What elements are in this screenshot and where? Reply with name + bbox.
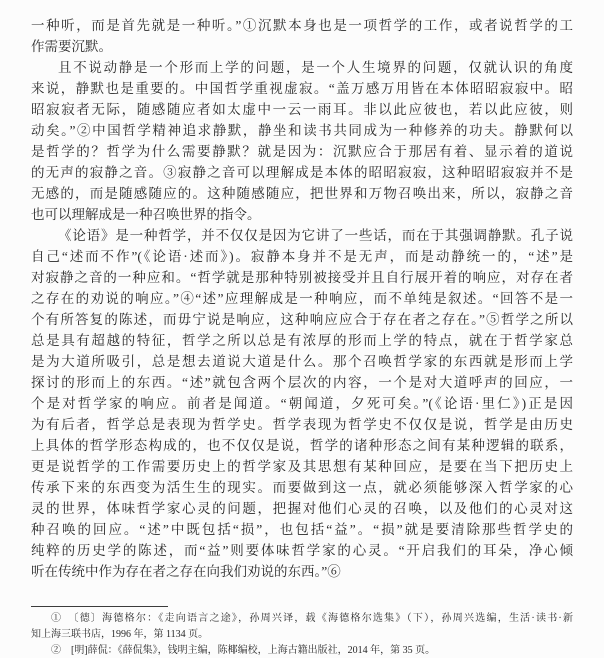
body-text bbox=[31, 15, 573, 582]
body-line: 是为大道所吸引，总是想去道说大道是什么。那个召唤哲学家的东西就是形而上学 bbox=[31, 354, 573, 369]
body-line: 探讨的形而上的东西。“述”就包含两个层次的内容，一个是对大道呼声的回应，一 bbox=[31, 375, 573, 390]
body-line: 纯粹的历史学的陈述，而“益”则要体味哲学家的心灵。“开启我们的耳朵，净心倾 bbox=[31, 543, 573, 558]
body-line: 自己“述而不作”(《论语·述而》)。寂静本身并不是无声，而是动静统一的，“述”是 bbox=[31, 249, 573, 264]
body-line: 的无声的寂静之音。③寂静之音可以理解成是本体的昭昭寂寂，这种昭昭寂寂并不是 bbox=[31, 165, 573, 180]
body-line paragraph-end: 也可以理解成是一种召唤世界的指令。 bbox=[31, 207, 261, 222]
body-line paragraph-start: 《论语》是一种哲学，并不仅仅是因为它讲了一些话，而在于其强调静默。孔子说 bbox=[58, 228, 573, 243]
footnote-line: ① 〔德〕海德格尔：《走向语言之途》，孙周兴译，载《海德格尔选集》（下），孙周兴选编，生活·读书·新 bbox=[51, 613, 573, 624]
body-line paragraph-start: 且不说动静是一个形而上学的问题，是一个人生境界的问题，仅就认识的角度 bbox=[58, 60, 573, 75]
body-line: 种召唤的回应。“述”中既包括“损”，也包括“益”。“损”就是要清除那些哲学史的 bbox=[31, 522, 573, 537]
body-line: 是哲学的？哲学为什么需要静默？就是因为：沉默应合于那居有着、显示着的道说 bbox=[31, 144, 573, 159]
footnote-separator bbox=[31, 606, 168, 607]
body-line: 更是说哲学的工作需要历史上的哲学家及其思想有某种回应，是要在当下把历史上 bbox=[31, 459, 573, 474]
body-line: 总是具有超越的特征，哲学之所以总是有浓厚的形而上学的特点，就在于哲学家总 bbox=[31, 333, 573, 348]
body-line: 昭寂寂者无际，随感随应者如太虚中一云一雨耳。非以此应彼也，若以此应彼，则 bbox=[31, 102, 573, 117]
body-line: 一种听，而是首先就是一种听。”①沉默本身也是一项哲学的工作，或者说哲学的工 bbox=[31, 18, 573, 33]
body-line: 上具体的哲学形态构成的，也不仅仅是说，哲学的诸种形态之间有某种逻辑的联系， bbox=[31, 438, 573, 453]
body-line paragraph-end: 听在传统中作为存在者之存在向我们劝说的东西。”⑥ bbox=[31, 564, 341, 579]
footnote-line: 知上海三联书店，1996 年，第 1134 页。 bbox=[31, 629, 209, 640]
body-line: 来说，静默也是重要的。中国哲学重视虚寂。“盖万感万用皆在本体昭昭寂寂中。昭 bbox=[31, 81, 573, 96]
footnote-line: ② [明]薛侃：《薛侃集》，钱明主编，陈椰编校，上海古籍出版社，2014 年，第 35 页。 bbox=[51, 645, 436, 656]
body-line: 传承下来的东西变为活生生的现实。而要做到这一点，就必须能够深入哲学家的心 bbox=[31, 480, 573, 495]
body-line: 无感的，而是随感随应的。这种随感随应，把世界和万物召唤出来，所以，寂静之音 bbox=[31, 186, 573, 201]
body-line: 为有后者，哲学总是表现为哲学史。哲学表现为哲学史不仅仅是说，哲学是由历史 bbox=[31, 417, 573, 432]
body-line: 之存在的劝说的响应。”④“述”应理解成是一种响应，而不单纯是叙述。“回答不是一 bbox=[31, 291, 573, 306]
body-line: 动矣。”②中国哲学精神追求静默，静坐和读书共同成为一种修养的功夫。静默何以 bbox=[31, 123, 573, 138]
body-line: 个是对哲学家的响应。前者是闻道。“朝闻道，夕死可矣。”(《论语·里仁》)正是因 bbox=[31, 396, 573, 411]
body-line: 灵的世界，体味哲学家心灵的问题，把握对他们心灵的召唤，以及他们的心灵对这 bbox=[31, 501, 573, 516]
body-line paragraph-end: 作需要沉默。 bbox=[31, 39, 112, 54]
footnotes bbox=[31, 611, 573, 658]
body-line: 对寂静之音的一种应和。“哲学就是那种特别被接受并且自行展开着的响应，对存在者 bbox=[31, 270, 573, 285]
body-line: 个有所答复的陈述，而毋宁说是响应，这种响应应合于存在者之存在。”⑤哲学之所以 bbox=[31, 312, 573, 327]
